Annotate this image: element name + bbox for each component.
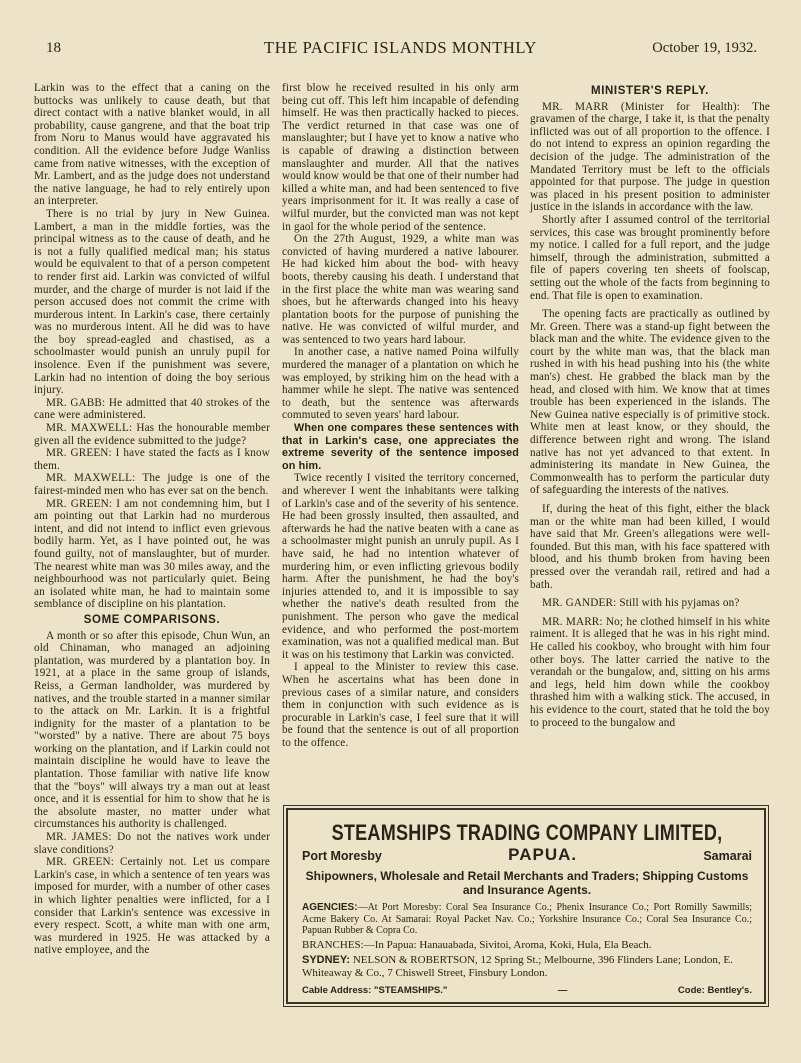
ad-agencies-label: AGENCIES: [302,902,358,913]
section-heading: MINISTER'S REPLY. [591,85,709,97]
article-paragraph: I appeal to the Minister to review this case. When he ascertains what has been done in previous cases of a similar nature, and considers them in conjunction with such evidence as is procurable in Larkin's case, I feel sure that it will be found that the sentence is out of all proportion to the offence. [282,661,519,749]
article-paragraph: MR. MARR: No; he clothed himself in his white raiment. It is alleged that he was in his right mind. He called his cookboy, who brought with him four other boys. The latter carried the native to the verandah or the bungalow, and, sitting on his arms and legs, held him down while the cookboy thrashed him with a walking stick. The accused, in his evidence to the court, stated that he told the boy to proceed to the bungalow and [530,615,770,729]
ad-agencies-text: —At Port Moresby: Coral Sea Insurance Co.; Phenix Insurance Co.; Port Romilly Sawmills; Acme Bakery Co. At Samarai: Royal Packet Nav. Co.; Yorkshire Insurance Co.; Coral Sea Insurance Co.; Papuan Rubber & Copra Co. [302,902,752,936]
article-paragraph: On the 27th August, 1929, a white man was convicted of having murdered a native labourer. He had kicked him about the bod- with heavy boots, thereby causing his death. I understand that in the first place the white man was wearing sand shoes, but he afterwards changed into his heavy plantation boots for the purpose of punishing the native. He was convicted of wilful murder, and was sentenced to two years hard labour. [282,233,519,346]
article-paragraph: MR. GABB: He admitted that 40 strokes of the cane were administered. [34,396,270,422]
article-paragraph: Shortly after I assumed control of the territorial services, this case was brought prominently before my notice. I called for a full report, and the judge himself, through the administration, submitted a file of papers covering ten sheets of foolscap, setting out the whole of the facts from beginning to end. That file is open to examination. [530,213,770,302]
article-paragraph: Larkin was to the effect that a caning on the buttocks was unlikely to cause death, but that direct contact with a native blanket would, in all probability, cause gangrene, and that the boat trip from Noru to Manus would have aggravated his condition. All the evidence before Judge Wanliss came from native witnesses, with the exception of Mr. Lambert, and as the judge does not understand the native language, he had to rely entirely upon an interpreter. [34,82,270,208]
page-number: 18 [46,40,61,56]
ad-footer [302,984,752,997]
section-heading: SOME COMPARISONS. [83,613,221,626]
article-column-2 [282,82,519,749]
ad-dash: — [557,984,568,996]
ad-location-papua: PAPUA. [508,845,578,864]
ad-locations [302,845,752,864]
ad-cable-address: Cable Address: "STEAMSHIPS." [302,984,448,996]
ad-sydney-label: SYDNEY: [302,953,351,966]
ad-sydney [302,954,752,980]
article-paragraph: Twice recently I visited the territory concerned, and wherever I went the inhabitants were talking of Larkin's case and of the severity of his sentence. He had been grossly insulted, then assaulted, and afterwards he had the native beaten with a cane as a schoolmaster might punish an unruly pupil. As I have said, he had no intention whatever of murdering him, or even inflicting grievous bodily harm. After the punishment, he had the boy's injuries attended to, and it is impossible to say whether the native's death resulted from the punishment. The person who gave the medical evidence, and who performed the post-mortem examination, was not a qualified medical man. But it was on his testimony that Larkin was convicted. [282,472,519,661]
ad-tagline: Shipowners, Wholesale and Retail Merchants and Traders; Shipping Customs and Insurance Agents. [305,869,749,897]
ad-branches: BRANCHES:—In Papua: Hanauabada, Sivitoi, Aroma, Koki, Hula, Ela Beach. [302,938,652,951]
page-header [0,36,801,66]
article-paragraph: A month or so after this episode, Chun Wun, an old Chinaman, who managed an adjoining plantation, was murdered by a plantation boy. In 1921, at a place in the same group of islands, Reiss, a German landholder, was murdered by natives, and the trouble started in a manner similar to the attack on Mr. Larkin. It is a frightful indignity for the master of a plantation to be "worsted" by a native. There are about 75 boys working on the plantation, and if Larkin could not maintain discipline he would have to leave the plantation. Those familiar with native life know that the "boys" will always try a man out at least once, and it is essential for him to show that he is the absolute master, no matter under what circumstances his authority is challenged. [34,629,270,831]
masthead-title: THE PACIFIC ISLANDS MONTHLY [264,38,537,57]
article-column-3 [530,82,770,729]
article-paragraph: If, during the heat of this fight, either the black man or the white man had been killed, I would have said that Mr. Green's allegations were well-founded. But this man, with his face spattered with blood, and his thumb broken from having been pressed over the verandah rail, retired and had a bath. [530,503,770,591]
article-paragraph: MR. GREEN: I have stated the facts as I know them. [34,447,270,472]
issue-date: October 19, 1932. [652,40,757,56]
article-paragraph: MR. JAMES: Do not the natives work under slave conditions? [34,831,270,856]
article-paragraph: When one compares these sentences with that in Larkin's case, one appreciates the extreme severity of the sentence imposed on him. [282,422,519,472]
article-paragraph: first blow he received resulted in his only arm being cut off. This left him incapable of defending himself. He was then practically hacked to pieces. The verdict returned in that case was one of manslaughter; but I have yet to know a native who is capable of drawing a distinction between manslaughter and murder. All that the natives would know would be that one of their number had killed a white man, and had been sentenced to five years imprisonment for it. It was really a case of wilful murder, but the convicted man was not kept in gaol for the whole period of the sentence. [282,82,519,233]
article-paragraph: MR. GREEN: Certainly not. Let us compare Larkin's case, in which a sentence of ten years was imposed for murder, with a number of other cases in which lighter penalties were inflicted, for a I consider that Larkin's sentence was excessive in every respect. Scott, a white man with one arm, was murdered in 1925. He was attacked by a native employee, and the [34,856,270,957]
ad-location-port-moresby: Port Moresby [302,849,382,863]
article-paragraph: MR. MAXWELL: The judge is one of the fairest-minded men who has ever sat on the bench. [34,472,270,497]
article-paragraph: In another case, a native named Poina wilfully murdered the manager of a plantation on which he was employed, by striking him on the head with a hammer while he slept. The native was sentenced to death, but the sentence was afterwards commuted to seven years' hard labour. [282,346,519,422]
article-paragraph: MR. GREEN: I am not condemning him, but I am pointing out that Larkin had no murderous intent, and did not intend to inflict even grievous bodily harm. Yet, as I have pointed out, he was found guilty, not of manslaughter, but of murder. The nearest white man was 30 miles away, and the neighbourhood was not particularly quiet. Being an isolated white man, he had to maintain some semblance of discipline on his plantation. [34,497,270,611]
steamships-advertisement [286,808,766,1004]
ad-code: Code: Bentley's. [677,984,752,996]
article-paragraph: MR. MAXWELL: Has the honourable member given all the evidence submitted to the judge? [34,422,270,447]
ad-location-samarai: Samarai [703,849,752,863]
ad-company-name: STEAMSHIPS TRADING COMPANY LIMITED, [331,820,723,845]
article-paragraph: MR. GANDER: Still with his pyjamas on? [542,597,740,610]
ad-agencies [302,902,752,937]
article-paragraph: MR. MARR (Minister for Health): The gravamen of the charge, I take it, is that the penalty inflicted was out of all proportion to the offence. I do not intend to express an opinion regarding the decision of the judge. The administration of the Mandated Territory must be left to the officials appointed for that purpose. The judge in question was placed in his present position to administer justice in the islands in accordance with the law. [530,100,770,214]
article-column-1 [34,82,270,957]
article-paragraph: There is no trial by jury in New Guinea. Lambert, a man in the middle forties, was the principal witness as to the cause of death, and he is not a fully qualified medical man; his status would be equivalent to that of a person competent to render first aid. Larkin was convicted of wilful murder, and the charge of murder is not laid if the person accused does not commit the crime with murderous intent. In Larkin's case, there certainly was no murderous intent. All he did was to have the boy spread-eagled and chastised, as a schoolmaster would punish an unruly pupil for insolence. Even if the punishment was severe, Larkin had no intention of doing the boy serious injury. [34,207,270,397]
article-paragraph: The opening facts are practically as outlined by Mr. Green. There was a stand-up fight between the black man and the white. The evidence given to the court by the white man was, that the black man rushed in with his head pushing into his (the white man's) chest. He grabbed the black man by the head, and closed with him. We know that at times trouble has been experienced in the islands. The New Guinea native especially is of primitive stock. White men at least know, or they should, the difference between right and wrong. The island native has not yet advanced to that extent. In administering its mandate in New Guinea, the Commonwealth has to perform the particular duty of safeguarding the interests of the natives. [530,308,770,497]
ad-sydney-text: NELSON & ROBERTSON, 12 Spring St.; Melbourne, 396 Flinders Lane; London, E. Whiteaway & Co., 7 Chiswell Street, Finsbury London. [302,953,733,979]
